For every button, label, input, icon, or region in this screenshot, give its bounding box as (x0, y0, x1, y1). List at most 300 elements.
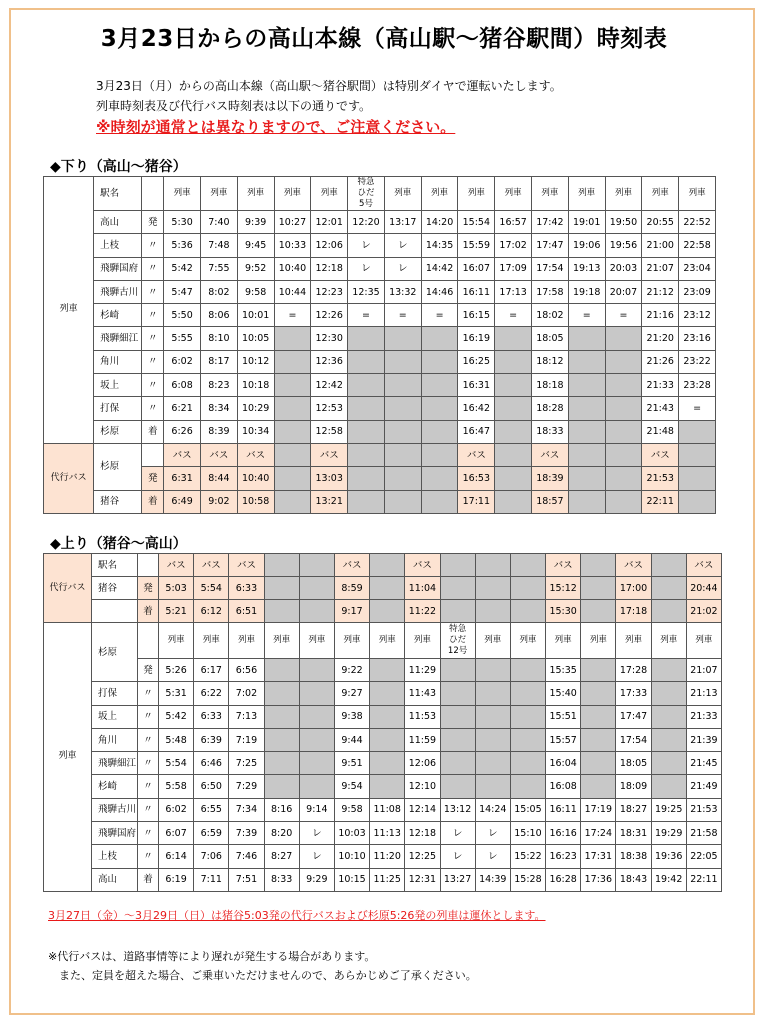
departure-mark: 〃 (142, 397, 164, 420)
time-cell (440, 577, 475, 600)
time-cell: 22:52 (679, 211, 716, 234)
time-cell (264, 659, 299, 682)
time-cell: 7:48 (200, 234, 237, 257)
time-cell (651, 728, 686, 751)
time-cell (370, 682, 405, 705)
train-type-13: 列車 (642, 177, 679, 211)
station-name: 角川 (92, 728, 138, 751)
time-cell: 6:14 (159, 845, 194, 868)
time-cell (510, 659, 545, 682)
time-cell: 9:17 (334, 600, 369, 623)
time-cell: 23:22 (679, 350, 716, 373)
time-cell: 5:55 (164, 327, 201, 350)
train-type-13: 列車 (616, 623, 651, 659)
train-type-11: 列車 (546, 623, 581, 659)
bus-label: バス (405, 554, 440, 577)
time-cell: 7:11 (194, 868, 229, 891)
time-cell: = (568, 304, 605, 327)
time-cell (299, 659, 334, 682)
train-type-3: 列車 (274, 177, 311, 211)
time-cell: 8:20 (264, 822, 299, 845)
station-header: 駅名 (94, 177, 142, 211)
time-cell: 14:24 (475, 798, 510, 821)
time-cell: 17:47 (616, 705, 651, 728)
time-cell (440, 682, 475, 705)
time-cell: 17:58 (532, 280, 569, 303)
time-cell: 18:31 (616, 822, 651, 845)
time-cell (495, 374, 532, 397)
time-cell: 8:02 (200, 280, 237, 303)
time-cell (421, 467, 458, 490)
time-cell: 21:53 (686, 798, 721, 821)
train-type-8: 列車 (458, 177, 495, 211)
time-cell (568, 420, 605, 443)
time-cell: 17:54 (532, 257, 569, 280)
station-name: 飛騨細江 (94, 327, 142, 350)
time-cell: 12:35 (348, 280, 385, 303)
mark-cell (142, 443, 164, 466)
time-cell (274, 327, 311, 350)
time-cell: 10:03 (334, 822, 369, 845)
time-cell: 7:34 (229, 798, 264, 821)
time-cell: 8:17 (200, 350, 237, 373)
time-cell: 12:26 (311, 304, 348, 327)
time-cell: 6:31 (164, 467, 201, 490)
time-cell: 23:09 (679, 280, 716, 303)
down-heading: ◆下り（高山～猪谷） (50, 159, 187, 175)
bus-delay-note: ※代行バスは、道路事情等により遅れが発生する場合があります。 (48, 950, 376, 963)
time-cell (651, 775, 686, 798)
time-cell (384, 350, 421, 373)
train-group-label: 列車 (44, 177, 94, 444)
time-cell (495, 350, 532, 373)
departure-mark: 〃 (138, 752, 159, 775)
departure-mark: 〃 (142, 257, 164, 280)
time-cell (605, 490, 642, 513)
time-cell: 18:05 (616, 752, 651, 775)
time-cell: 7:39 (229, 822, 264, 845)
bus-label (581, 554, 616, 577)
time-cell: 12:06 (311, 234, 348, 257)
time-cell (581, 577, 616, 600)
time-cell: 12:25 (405, 845, 440, 868)
station-name: 飛騨古川 (92, 798, 138, 821)
departure-mark: 〃 (142, 350, 164, 373)
time-cell: 15:28 (510, 868, 545, 891)
time-cell: 11:43 (405, 682, 440, 705)
mark-header (142, 177, 164, 211)
time-cell: 11:53 (405, 705, 440, 728)
time-cell: 7:19 (229, 728, 264, 751)
time-cell: 6:50 (194, 775, 229, 798)
time-cell: 6:02 (164, 350, 201, 373)
time-cell: 12:30 (311, 327, 348, 350)
departure-mark: 〃 (138, 775, 159, 798)
station-name: 飛騨古川 (94, 280, 142, 303)
time-cell: レ (348, 234, 385, 257)
time-cell: 11:13 (370, 822, 405, 845)
time-cell (679, 420, 716, 443)
time-cell: 19:42 (651, 868, 686, 891)
time-cell: 6:46 (194, 752, 229, 775)
time-cell: 17:24 (581, 822, 616, 845)
time-cell: 5:31 (159, 682, 194, 705)
time-cell: 8:44 (200, 467, 237, 490)
time-cell (440, 728, 475, 751)
time-cell: 20:03 (605, 257, 642, 280)
bus-label: バス (164, 443, 201, 466)
bus-label (495, 443, 532, 466)
time-cell: 6:59 (194, 822, 229, 845)
time-cell (651, 659, 686, 682)
time-cell: 21:20 (642, 327, 679, 350)
time-cell: 19:18 (568, 280, 605, 303)
time-cell: 5:47 (164, 280, 201, 303)
time-cell: 16:42 (458, 397, 495, 420)
time-cell: 5:50 (164, 304, 201, 327)
time-cell: レ (299, 822, 334, 845)
station-name: 飛騨国府 (94, 257, 142, 280)
time-cell: 12:42 (311, 374, 348, 397)
time-cell: レ (475, 822, 510, 845)
bus-label: バス (616, 554, 651, 577)
time-cell: 13:17 (384, 211, 421, 234)
time-cell: 10:27 (274, 211, 311, 234)
station-name: 高山 (92, 868, 138, 891)
time-cell: 7:02 (229, 682, 264, 705)
departure-mark: 着 (142, 490, 164, 513)
time-cell: 9:14 (299, 798, 334, 821)
time-cell: 21:00 (642, 234, 679, 257)
time-cell: 8:10 (200, 327, 237, 350)
time-cell (605, 374, 642, 397)
time-cell: 8:59 (334, 577, 369, 600)
time-cell: レ (440, 822, 475, 845)
time-cell (510, 705, 545, 728)
time-cell: 15:57 (546, 728, 581, 751)
train-type-5: 特急 ひだ 5号 (348, 177, 385, 211)
station-name: 杉崎 (92, 775, 138, 798)
time-cell (274, 397, 311, 420)
time-cell: 18:05 (532, 327, 569, 350)
time-cell (421, 327, 458, 350)
time-cell: 12:36 (311, 350, 348, 373)
time-cell: 14:42 (421, 257, 458, 280)
time-cell (274, 350, 311, 373)
train-type-9: 列車 (475, 623, 510, 659)
train-type-6: 列車 (384, 177, 421, 211)
time-cell: 17:13 (495, 280, 532, 303)
time-cell: 19:29 (651, 822, 686, 845)
time-cell: 10:10 (334, 845, 369, 868)
time-cell: 16:25 (458, 350, 495, 373)
time-cell (264, 600, 299, 623)
train-type-7: 列車 (405, 623, 440, 659)
time-cell: レ (384, 234, 421, 257)
time-cell: 16:31 (458, 374, 495, 397)
time-cell (299, 775, 334, 798)
time-cell: 12:53 (311, 397, 348, 420)
time-cell (421, 490, 458, 513)
time-cell (475, 705, 510, 728)
time-cell (264, 752, 299, 775)
mark-cell (138, 623, 159, 659)
time-cell: 9:58 (334, 798, 369, 821)
time-cell: 16:11 (546, 798, 581, 821)
time-cell: 5:54 (159, 752, 194, 775)
time-cell: = (274, 304, 311, 327)
time-cell (495, 397, 532, 420)
station-name: 飛騨国府 (92, 822, 138, 845)
station-name: 上枝 (92, 845, 138, 868)
bus-label: バス (686, 554, 721, 577)
time-cell (651, 705, 686, 728)
warning-text: ※時刻が通常とは異なりますので、ご注意ください。 (96, 118, 456, 136)
station-name: 猪谷 (92, 577, 138, 600)
departure-mark: 〃 (142, 280, 164, 303)
time-cell: 23:04 (679, 257, 716, 280)
time-cell: 9:44 (334, 728, 369, 751)
time-cell (348, 490, 385, 513)
time-cell: 21:07 (686, 659, 721, 682)
time-cell: 5:42 (164, 257, 201, 280)
time-cell: 16:23 (546, 845, 581, 868)
time-cell (421, 397, 458, 420)
time-cell (651, 577, 686, 600)
time-cell: 6:55 (194, 798, 229, 821)
time-cell: 10:18 (237, 374, 274, 397)
time-cell (510, 728, 545, 751)
train-type-9: 列車 (495, 177, 532, 211)
time-cell: 17:09 (495, 257, 532, 280)
time-cell (605, 327, 642, 350)
time-cell: 10:15 (334, 868, 369, 891)
time-cell: 22:05 (686, 845, 721, 868)
time-cell: 21:45 (686, 752, 721, 775)
time-cell: 6:02 (159, 798, 194, 821)
time-cell (581, 728, 616, 751)
time-cell (475, 775, 510, 798)
time-cell (421, 350, 458, 373)
time-cell (299, 705, 334, 728)
time-cell (495, 327, 532, 350)
time-cell: 6:33 (194, 705, 229, 728)
bus-label (384, 443, 421, 466)
time-cell: 5:42 (159, 705, 194, 728)
bus-label: バス (159, 554, 194, 577)
time-cell: 15:22 (510, 845, 545, 868)
time-cell (440, 600, 475, 623)
time-cell: 19:50 (605, 211, 642, 234)
train-type-8: 特急 ひだ 12号 (440, 623, 475, 659)
page-title: 3月23日からの高山本線（高山駅～猪谷駅間）時刻表 (100, 26, 668, 52)
train-type-10: 列車 (510, 623, 545, 659)
train-type-1: 列車 (194, 623, 229, 659)
time-cell: 9:54 (334, 775, 369, 798)
departure-mark: 着 (142, 420, 164, 443)
station-name: 角川 (94, 350, 142, 373)
time-cell: 15:51 (546, 705, 581, 728)
time-cell: 19:36 (651, 845, 686, 868)
time-cell: 6:49 (164, 490, 201, 513)
time-cell: 10:12 (237, 350, 274, 373)
time-cell (605, 350, 642, 373)
time-cell (510, 600, 545, 623)
time-cell: 6:17 (194, 659, 229, 682)
time-cell: 17:42 (532, 211, 569, 234)
time-cell (370, 752, 405, 775)
time-cell (274, 374, 311, 397)
time-cell: 6:51 (229, 600, 264, 623)
time-cell (651, 600, 686, 623)
time-cell (568, 374, 605, 397)
time-cell: 12:20 (348, 211, 385, 234)
time-cell: 16:04 (546, 752, 581, 775)
time-cell: 5:26 (159, 659, 194, 682)
time-cell (274, 420, 311, 443)
time-cell: 10:33 (274, 234, 311, 257)
time-cell: 14:39 (475, 868, 510, 891)
time-cell: 12:18 (311, 257, 348, 280)
time-cell: 5:30 (164, 211, 201, 234)
departure-mark: 〃 (142, 374, 164, 397)
time-cell: 16:47 (458, 420, 495, 443)
time-cell: 15:12 (546, 577, 581, 600)
station-name: 上枝 (94, 234, 142, 257)
time-cell: 11:22 (405, 600, 440, 623)
time-cell: 12:58 (311, 420, 348, 443)
time-cell: 15:35 (546, 659, 581, 682)
train-type-12: 列車 (581, 623, 616, 659)
time-cell: 16:07 (458, 257, 495, 280)
time-cell: 12:18 (405, 822, 440, 845)
time-cell (348, 397, 385, 420)
time-cell: 15:59 (458, 234, 495, 257)
bus-label: バス (194, 554, 229, 577)
time-cell: レ (348, 257, 385, 280)
bus-label (264, 554, 299, 577)
time-cell: 21:26 (642, 350, 679, 373)
time-cell: 21:39 (686, 728, 721, 751)
time-cell (348, 327, 385, 350)
time-cell: 9:02 (200, 490, 237, 513)
time-cell: 14:46 (421, 280, 458, 303)
time-cell: 5:48 (159, 728, 194, 751)
time-cell: 10:44 (274, 280, 311, 303)
station-name: 打保 (94, 397, 142, 420)
departure-mark: 〃 (138, 822, 159, 845)
time-cell: 19:01 (568, 211, 605, 234)
departure-mark: 〃 (138, 705, 159, 728)
time-cell: 10:40 (237, 467, 274, 490)
time-cell (475, 659, 510, 682)
time-cell: 20:44 (686, 577, 721, 600)
time-cell (581, 600, 616, 623)
bus-label: バス (229, 554, 264, 577)
departure-mark: 〃 (138, 845, 159, 868)
time-cell: 5:21 (159, 600, 194, 623)
train-type-3: 列車 (264, 623, 299, 659)
time-cell (370, 705, 405, 728)
bus-label (605, 443, 642, 466)
station-name: 坂上 (94, 374, 142, 397)
station-header: 駅名 (92, 554, 138, 577)
time-cell: 18:43 (616, 868, 651, 891)
time-cell (510, 682, 545, 705)
time-cell: 21:07 (642, 257, 679, 280)
time-cell: 12:01 (311, 211, 348, 234)
time-cell: 16:19 (458, 327, 495, 350)
time-cell: 17:18 (616, 600, 651, 623)
bus-label (274, 443, 311, 466)
time-cell (510, 775, 545, 798)
time-cell (475, 577, 510, 600)
train-group-label: 列車 (44, 623, 92, 892)
bus-label (679, 443, 716, 466)
bus-label: バス (546, 554, 581, 577)
time-cell (651, 752, 686, 775)
time-cell: 17:54 (616, 728, 651, 751)
time-cell: 19:25 (651, 798, 686, 821)
time-cell: 21:13 (686, 682, 721, 705)
intro-line-1: 3月23日（月）からの高山本線（高山駅～猪谷駅間）は特別ダイヤで運転いたします。 (96, 79, 562, 93)
station-name: 猪谷 (94, 490, 142, 513)
time-cell: 9:22 (334, 659, 369, 682)
bus-label: バス (532, 443, 569, 466)
time-cell: = (679, 397, 716, 420)
time-cell: 12:10 (405, 775, 440, 798)
time-cell: レ (299, 845, 334, 868)
time-cell: 16:57 (495, 211, 532, 234)
bus-label: バス (458, 443, 495, 466)
time-cell: 18:33 (532, 420, 569, 443)
mark-cell (138, 554, 159, 577)
time-cell: 17:28 (616, 659, 651, 682)
time-cell (299, 682, 334, 705)
time-cell: 16:11 (458, 280, 495, 303)
bus-label (421, 443, 458, 466)
time-cell: 12:14 (405, 798, 440, 821)
time-cell: 14:35 (421, 234, 458, 257)
time-cell (440, 705, 475, 728)
time-cell: 6:26 (164, 420, 201, 443)
time-cell: 7:25 (229, 752, 264, 775)
time-cell (495, 420, 532, 443)
time-cell: 8:16 (264, 798, 299, 821)
time-cell: 9:29 (299, 868, 334, 891)
time-cell (605, 420, 642, 443)
time-cell: 18:28 (532, 397, 569, 420)
time-cell (370, 659, 405, 682)
time-cell: 6:07 (159, 822, 194, 845)
time-cell: 23:16 (679, 327, 716, 350)
time-cell: 17:02 (495, 234, 532, 257)
time-cell (510, 577, 545, 600)
bus-label (370, 554, 405, 577)
time-cell: 22:11 (642, 490, 679, 513)
time-cell: 18:09 (616, 775, 651, 798)
bus-label: バス (334, 554, 369, 577)
train-type-14: 列車 (679, 177, 716, 211)
time-cell (264, 775, 299, 798)
time-cell (264, 577, 299, 600)
time-cell: 21:58 (686, 822, 721, 845)
time-cell: 11:04 (405, 577, 440, 600)
time-cell: 9:39 (237, 211, 274, 234)
time-cell: 21:12 (642, 280, 679, 303)
time-cell (605, 397, 642, 420)
time-cell: 11:29 (405, 659, 440, 682)
